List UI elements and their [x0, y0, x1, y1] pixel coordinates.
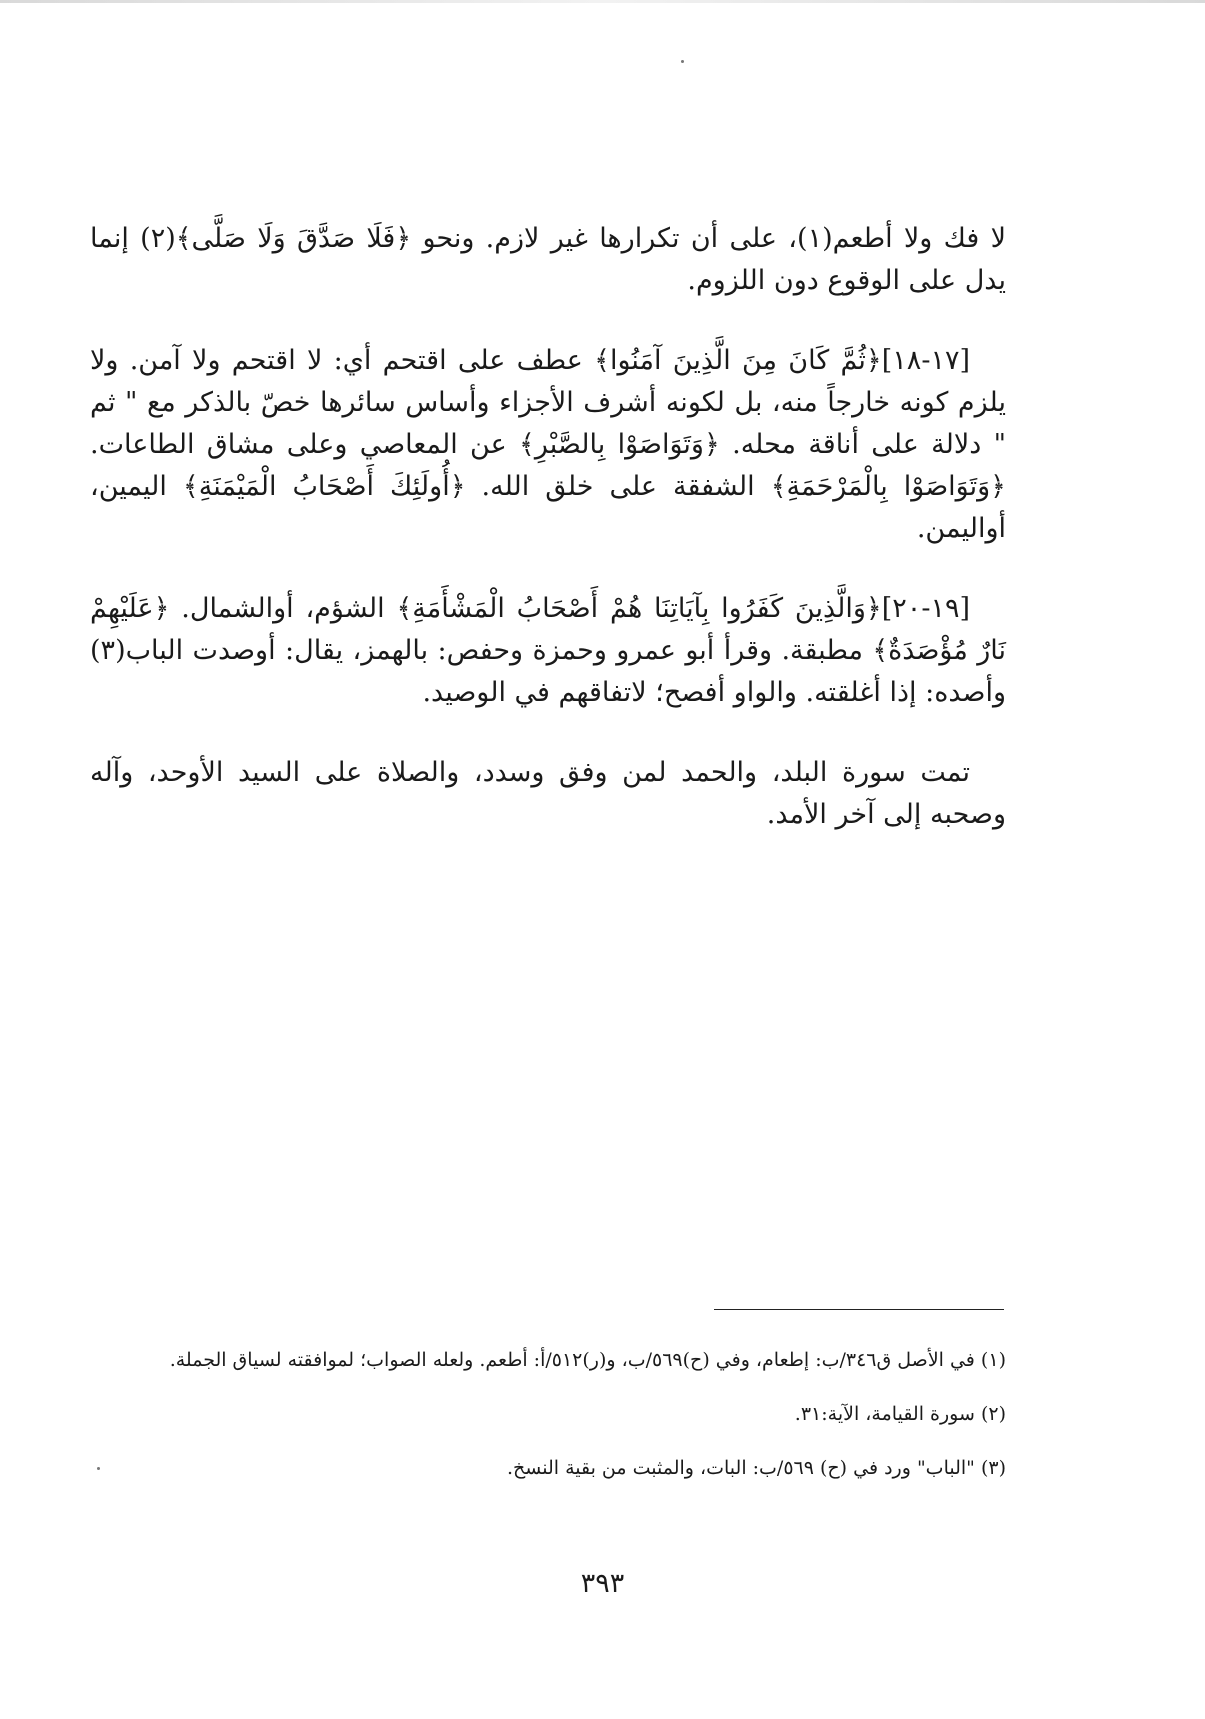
scan-speck	[97, 1467, 100, 1470]
footnote-separator	[714, 1309, 1004, 1310]
paragraph-1: لا فك ولا أطعم(١)، على أن تكرارها غير لازم. ونحو ﴿فَلَا صَدَّقَ وَلَا صَلَّى﴾(٢) إنما يدل على الوقوع دون اللزوم.	[90, 223, 1006, 296]
page-number: ٣٩٣	[580, 1568, 625, 1599]
paragraph-surah-end: تمت سورة البلد، والحمد لمن وفق وسدد، والصلاة على السيد الأوحد، وآله وصحبه إلى آخر الأمد.	[90, 757, 1006, 830]
scan-top-edge	[0, 0, 1205, 3]
footnote-3: (٣) "الباب" ورد في (ح) ٥٦٩/ب: البات، والمثبت من بقية النسخ.	[506, 1457, 1006, 1479]
paragraph-verses-17-18: [١٧-١٨]﴿ثُمَّ كَانَ مِنَ الَّذِينَ آمَنُوا﴾ عطف على اقتحم أي: لا اقتحم ولا آمن. ولا يلزم كونه خارجاً منه، بل لكونه أشرف الأجزاء وأساس سائرها خصّ بالذكر مع " ثم " دلالة على أناقة محله. ﴿وَتَوَاصَوْا بِالصَّبْرِ﴾ عن المعاصي وعلى مشاق الطاعات. ﴿وَتَوَاصَوْا بِالْمَرْحَمَةِ﴾ الشفقة على خلق الله. ﴿أُولَئِكَ أَصْحَابُ الْمَيْمَنَةِ﴾ اليمين، أواليمن.	[90, 345, 1006, 544]
main-text	[90, 218, 1006, 874]
footnote-1: (١) في الأصل ق٣٤٦/ب: إطعام، وفي (ح)٥٦٩/ب، و(ر)٥١٢/أ: أطعم. ولعله الصواب؛ لموافقته لسياق الجملة.	[169, 1349, 1006, 1371]
scan-speck	[681, 60, 684, 63]
footnote-2: (٢) سورة القيامة، الآية:٣١.	[794, 1403, 1006, 1425]
footnotes	[90, 1345, 1006, 1507]
paragraph-verses-19-20: [١٩-٢٠]﴿وَالَّذِينَ كَفَرُوا بِآيَاتِنَا هُمْ أَصْحَابُ الْمَشْأَمَةِ﴾ الشؤم، أوالشمال. ﴿عَلَيْهِمْ نَارٌ مُؤْصَدَةٌ﴾ مطبقة. وقرأ أبو عمرو وحمزة وحفص: بالهمز، يقال: أوصدت الباب(٣) وأصده: إذا أغلقته. والواو أفصح؛ لاتفاقهم في الوصيد.	[90, 593, 1006, 708]
